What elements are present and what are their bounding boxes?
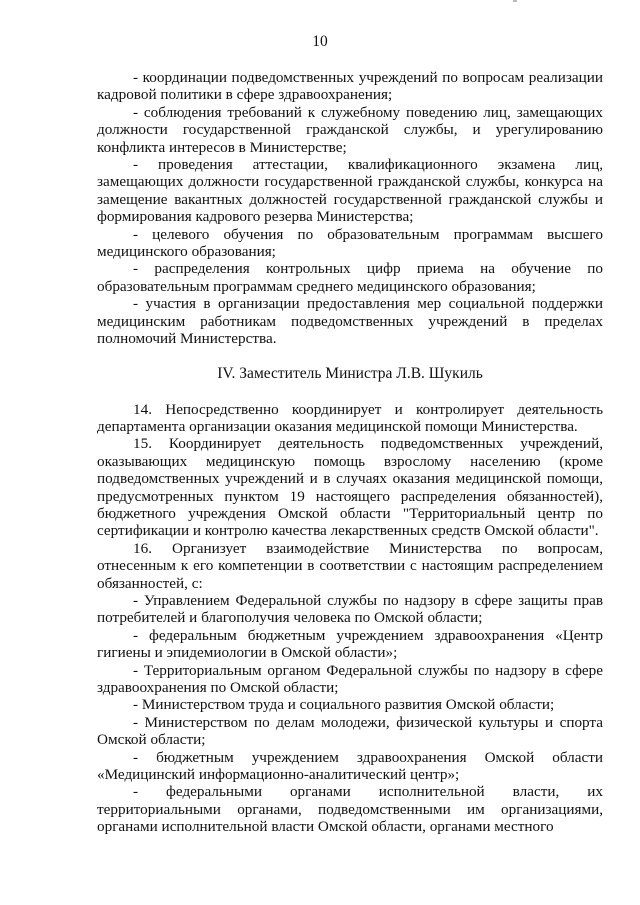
paragraph-conduct-requirements: - соблюдения требований к служебному поведению лиц, замещающих должности государственной гражданской службы, и урегулированию конфликта интересов в Министерстве; [97, 103, 603, 156]
paragraph-item-15: 15. Координирует деятельность подведомственных учреждений, оказывающих медицинскую помощь взрослому населению (кроме подведомственных учреждений и в случаях оказания медицинской помощи, предусмотренных пунктом 19 настоящего распределения обязанностей), бюджетного учреждения Омской области "Территориальный центр по сертификации и контролю качества лекарственных средств Омской области". [97, 435, 603, 540]
paragraph-item-16: 16. Организует взаимодействие Министерства по вопросам, отнесенным к его компетенции в соответствии с настоящим распределением обязанностей, с: [97, 539, 603, 592]
paragraph-roszdravnadzor: - Территориальным органом Федеральной службы по надзору в сфере здравоохранения по Омской области; [97, 661, 603, 696]
scan-edge-mark [513, 0, 517, 2]
paragraph-federal-bodies: - федеральными органами исполнительной власти, их территориальными органами, подведомственными им организациями, органами исполнительной власти Омской области, органами местного [97, 783, 603, 836]
paragraph-rospotrebnadzor: - Управлением Федеральной службы по надзору в сфере защиты прав потребителей и благополучия человека по Омской области; [97, 591, 603, 627]
paragraph-targeted-training: - целевого обучения по образовательным программам высшего медицинского образования; [97, 225, 603, 261]
paragraph-social-support: - участия в организации предоставления мер социальной поддержки медицинским работникам подведомственных учреждений в пределах полномочий Министерства. [97, 295, 603, 348]
page-number: 10 [312, 33, 328, 50]
document-body [97, 69, 603, 836]
paragraph-youth-sport-ministry: - Министерством по делам молодежи, физической культуры и спорта Омской области; [97, 713, 603, 749]
paragraph-admission-figures: - распределения контрольных цифр приема на обучение по образовательным программам среднего медицинского образования; [97, 260, 603, 295]
section-heading: IV. Заместитель Министра Л.В. Шукиль [217, 364, 483, 382]
paragraph-item-14: 14. Непосредственно координирует и контролирует деятельность департамента организации оказания медицинской помощи Министерства. [97, 400, 603, 435]
paragraph-hygiene-center: - федеральным бюджетным учреждением здравоохранения «Центр гигиены и эпидемиологии в Омской области»; [97, 626, 603, 662]
paragraph-attestation: - проведения аттестации, квалификационного экзамена лиц, замещающих должности государственной гражданской службы, конкурса на замещение вакантных должностей государственной гражданской службы и формирования кадрового резерва Министерства; [97, 156, 603, 226]
paragraph-hr-coordination: - координации подведомственных учреждений по вопросам реализации кадровой политики в сфере здравоохранения; [97, 69, 603, 104]
paragraph-labor-ministry: - Министерством труда и социального развития Омской области; [133, 696, 555, 714]
paragraph-medical-info-center: - бюджетным учреждением здравоохранения Омской области «Медицинский информационно-аналитический центр»; [97, 748, 603, 784]
